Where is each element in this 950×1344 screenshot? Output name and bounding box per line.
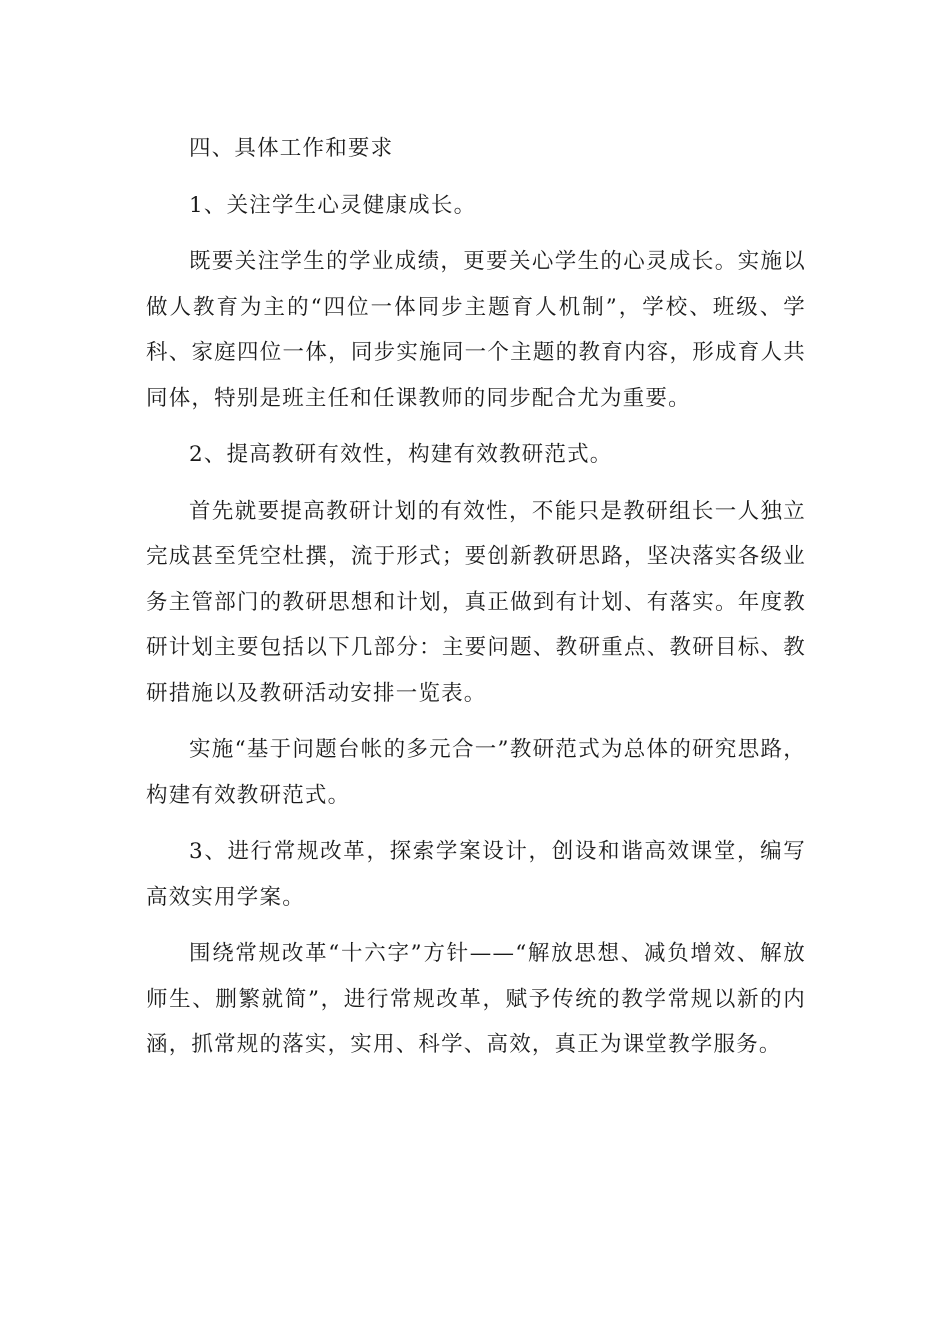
item3-title: 3、进行常规改革，探索学案设计，创设和谐高效课堂，编写高效实用学案。 <box>146 839 806 910</box>
item2-title: 2、提高教研有效性，构建有效教研范式。 <box>189 442 613 467</box>
document-body <box>146 126 806 1079</box>
item3-paragraph: 围绕常规改革“十六字”方针——“解放思想、减负增效、解放师生、删繁就简”，进行常规改革，赋予传统的教学常规以新的内涵，抓常规的落实，实用、科学、高效，真正为课堂教学服务。 <box>146 941 806 1057</box>
item1-title: 1、关注学生心灵健康成长。 <box>189 192 477 218</box>
item1-paragraph: 既要关注学生的学业成绩，更要关心学生的心灵成长。实施以做人教育为主的“四位一体同步主题育人机制”，学校、班级、学科、家庭四位一体，同步实施同一个主题的教育内容，形成育人共同体，特别是班主任和任课教师的同步配合尤为重要。 <box>146 249 806 411</box>
item2-paragraph-1: 首先就要提高教研计划的有效性，不能只是教研组长一人独立完成甚至凭空杜撰，流于形式；要创新教研思路，坚决落实各级业务主管部门的教研思想和计划，真正做到有计划、有落实。年度教研计划主要包括以下几部分：主要问题、教研重点、教研目标、教研措施以及教研活动安排一览表。 <box>146 498 806 706</box>
section-heading: 四、具体工作和要求 <box>189 136 394 161</box>
item2-paragraph-2: 实施“基于问题台帐的多元合一”教研范式为总体的研究思路，构建有效教研范式。 <box>146 737 806 808</box>
